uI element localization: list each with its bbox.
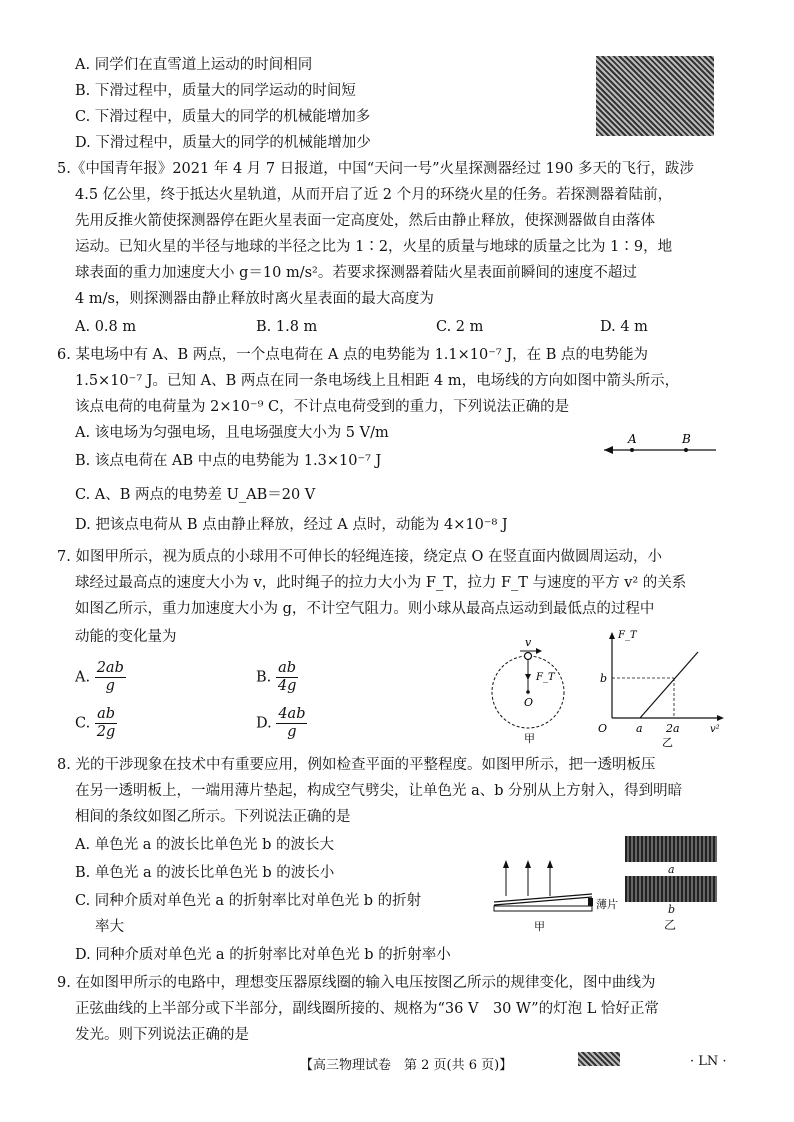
q7-line-4: 动能的变化量为 <box>75 629 177 645</box>
q5-line-2: 4.5 亿公里，终于抵达火星轨道，从而开启了近 2 个月的环绕火星的任务。若探测器着陆前， <box>75 187 673 203</box>
velocity-arrow-icon <box>536 648 542 654</box>
shim-block <box>588 898 593 906</box>
x-axis-arrow-icon <box>717 715 724 721</box>
center-o-dot <box>526 690 530 694</box>
q6-line-2: 1.5×10⁻⁷ J。已知 A、B 两点在同一条电场线上且相距 4 m，电场线的方向如图中箭头所示， <box>75 373 680 389</box>
q8-option-c: C. 同种介质对单色光 a 的折射率比对单色光 b 的折射 <box>75 893 422 909</box>
light-ray-arrow-icon <box>547 860 553 868</box>
y-axis-label: F_T <box>618 630 637 641</box>
q6-line-1: 6. 某电场中有 A、B 两点，一个点电荷在 A 点的电势能为 1.1×10⁻⁷ J，在 B 点的电势能为 <box>57 347 649 363</box>
point-b-dot <box>684 448 688 452</box>
q9-line-1: 9. 在如图甲所示的电路中，理想变压器原线圈的输入电压按图乙所示的规律变化，图中曲线为 <box>57 975 656 991</box>
q9-line-3: 发光。则下列说法正确的是 <box>75 1027 249 1043</box>
velocity-label: v <box>525 636 532 649</box>
q5-line-4: 运动。已知火星的半径与地球的半径之比为 1∶2，火星的质量与地球的质量之比为 1∶9，地 <box>75 239 673 255</box>
publisher-logo <box>578 1052 620 1066</box>
fringe-a-label: a <box>668 863 675 876</box>
point-b-label: B <box>682 432 691 446</box>
point-a-label: A <box>628 432 637 446</box>
q6-field-line-figure <box>600 430 720 460</box>
fig-jia-caption: 甲 <box>524 732 535 745</box>
tension-label: F_T <box>536 672 555 683</box>
shim-label: 薄片 <box>596 898 618 911</box>
q6-option-b: B. 该点电荷在 AB 中点的电势能为 1.3×10⁻⁷ J <box>75 453 382 469</box>
q7-option-b: B. $\frac{ab}{4g}$ <box>256 660 297 694</box>
q5-line-1: 5.《中国青年报》2021 年 4 月 7 日报道，中国“天问一号”火星探测器经过 190 多天的飞行，跋涉 <box>57 161 694 177</box>
ski-slope-photo <box>596 56 714 136</box>
q8-line-1: 8. 光的干涉现象在技术中有重要应用，例如检查平面的平整程度。如图甲所示，把一透明板压 <box>57 757 656 773</box>
light-ray-arrow-icon <box>503 860 509 868</box>
q5-line-3: 先用反推火箭使探测器停在距火星表面一定高度处，然后由静止释放，使探测器做自由落体 <box>75 213 655 229</box>
q5-option-b: B. 1.8 m <box>256 319 318 335</box>
q6-option-c: C. A、B 两点的电势差 U_AB＝20 V <box>75 487 316 503</box>
q8-option-d: D. 同种介质对单色光 a 的折射率比对单色光 b 的折射率小 <box>75 947 451 963</box>
q8-option-b: B. 单色光 a 的波长比单色光 b 的波长小 <box>75 865 335 881</box>
q8-fig-jia-caption: 甲 <box>534 920 545 933</box>
q7-option-d: D. $\frac{4ab}{g}$ <box>256 706 306 740</box>
q7-option-a: A. $\frac{2ab}{g}$ <box>75 660 124 694</box>
q8-fig-yi-caption: 乙 <box>664 918 677 932</box>
q7-figure-jia <box>480 636 580 748</box>
fringe-b-label: b <box>668 903 676 916</box>
point-a-dot <box>630 448 634 452</box>
fringe-pattern-a <box>625 836 717 862</box>
origin-label: O <box>598 722 608 735</box>
q7-line-2: 球经过最高点的速度大小为 v，此时绳子的拉力大小为 F_T，拉力 F_T 与速度的平方 v² 的关系 <box>75 575 687 591</box>
fringe-pattern-b <box>625 876 717 902</box>
tension-arrow-icon <box>525 674 531 680</box>
fig-yi-caption: 乙 <box>662 736 673 748</box>
lower-plate <box>494 906 592 911</box>
2a-tick-label: 2a <box>666 722 680 735</box>
y-axis-arrow-icon <box>609 632 615 639</box>
q8-figure-jia-wedge <box>488 852 622 934</box>
page-footer-code: · LN · <box>690 1054 727 1069</box>
center-o-label: O <box>524 696 534 709</box>
q5-option-d: D. 4 m <box>600 319 648 335</box>
q9-line-2: 正弦曲线的上半部分或下半部分，副线圈所接的、规格为“36 V 30 W”的灯泡 L 恰好正常 <box>75 1001 659 1017</box>
b-tick-label: b <box>600 672 608 685</box>
q7-line-3: 如图乙所示，重力加速度大小为 g，不计空气阻力。则小球从最高点运动到最低点的过程中 <box>75 601 655 617</box>
q8-option-c-continued: 率大 <box>95 919 124 935</box>
q4-option-d: D. 下滑过程中，质量大的同学的机械能增加少 <box>75 135 371 151</box>
q7-line-1: 7. 如图甲所示，视为质点的小球用不可伸长的轻绳连接，绕定点 O 在竖直面内做圆周运动，小 <box>57 549 663 565</box>
q8-line-3: 相间的条纹如图乙所示。下列说法正确的是 <box>75 809 351 825</box>
q6-option-a: A. 该电场为匀强电场，且电场强度大小为 5 V/m <box>75 425 389 441</box>
q4-option-b: B. 下滑过程中，质量大的同学运动的时间短 <box>75 83 356 99</box>
q4-option-a: A. 同学们在直雪道上运动的时间相同 <box>75 57 313 73</box>
q6-line-3: 该点电荷的电荷量为 2×10⁻⁹ C，不计点电荷受到的重力，下列说法正确的是 <box>75 399 570 415</box>
q4-option-c: C. 下滑过程中，质量大的同学的机械能增加多 <box>75 109 371 125</box>
q7-option-c: C. $\frac{ab}{2g}$ <box>75 706 116 740</box>
q5-line-5: 球表面的重力加速度大小 g＝10 m/s²。若要求探测器着陆火星表面前瞬间的速度不超过 <box>75 265 637 281</box>
q5-option-a: A. 0.8 m <box>75 319 137 335</box>
q8-line-2: 在另一透明板上，一端用薄片垫起，构成空气劈尖，让单色光 a、b 分别从上方射入，得到明暗 <box>75 783 683 799</box>
x-axis-label: v² <box>710 724 720 735</box>
q6-option-d: D. 把该点电荷从 B 点由静止释放，经过 A 点时，动能为 4×10⁻⁸ J <box>75 517 508 533</box>
ball-icon <box>525 653 532 660</box>
ft-v2-line <box>640 652 698 718</box>
q5-option-c: C. 2 m <box>436 319 484 335</box>
a-tick-label: a <box>636 722 643 735</box>
page-footer-title: 【高三物理试卷 第 2 页(共 6 页)】 <box>300 1058 513 1073</box>
field-arrow-icon <box>604 446 613 454</box>
q8-option-a: A. 单色光 a 的波长比单色光 b 的波长大 <box>75 837 335 853</box>
light-ray-arrow-icon <box>525 860 531 868</box>
q7-figure-yi-graph <box>590 628 730 748</box>
q5-line-6: 4 m/s，则探测器由静止释放时离火星表面的最大高度为 <box>75 291 434 307</box>
